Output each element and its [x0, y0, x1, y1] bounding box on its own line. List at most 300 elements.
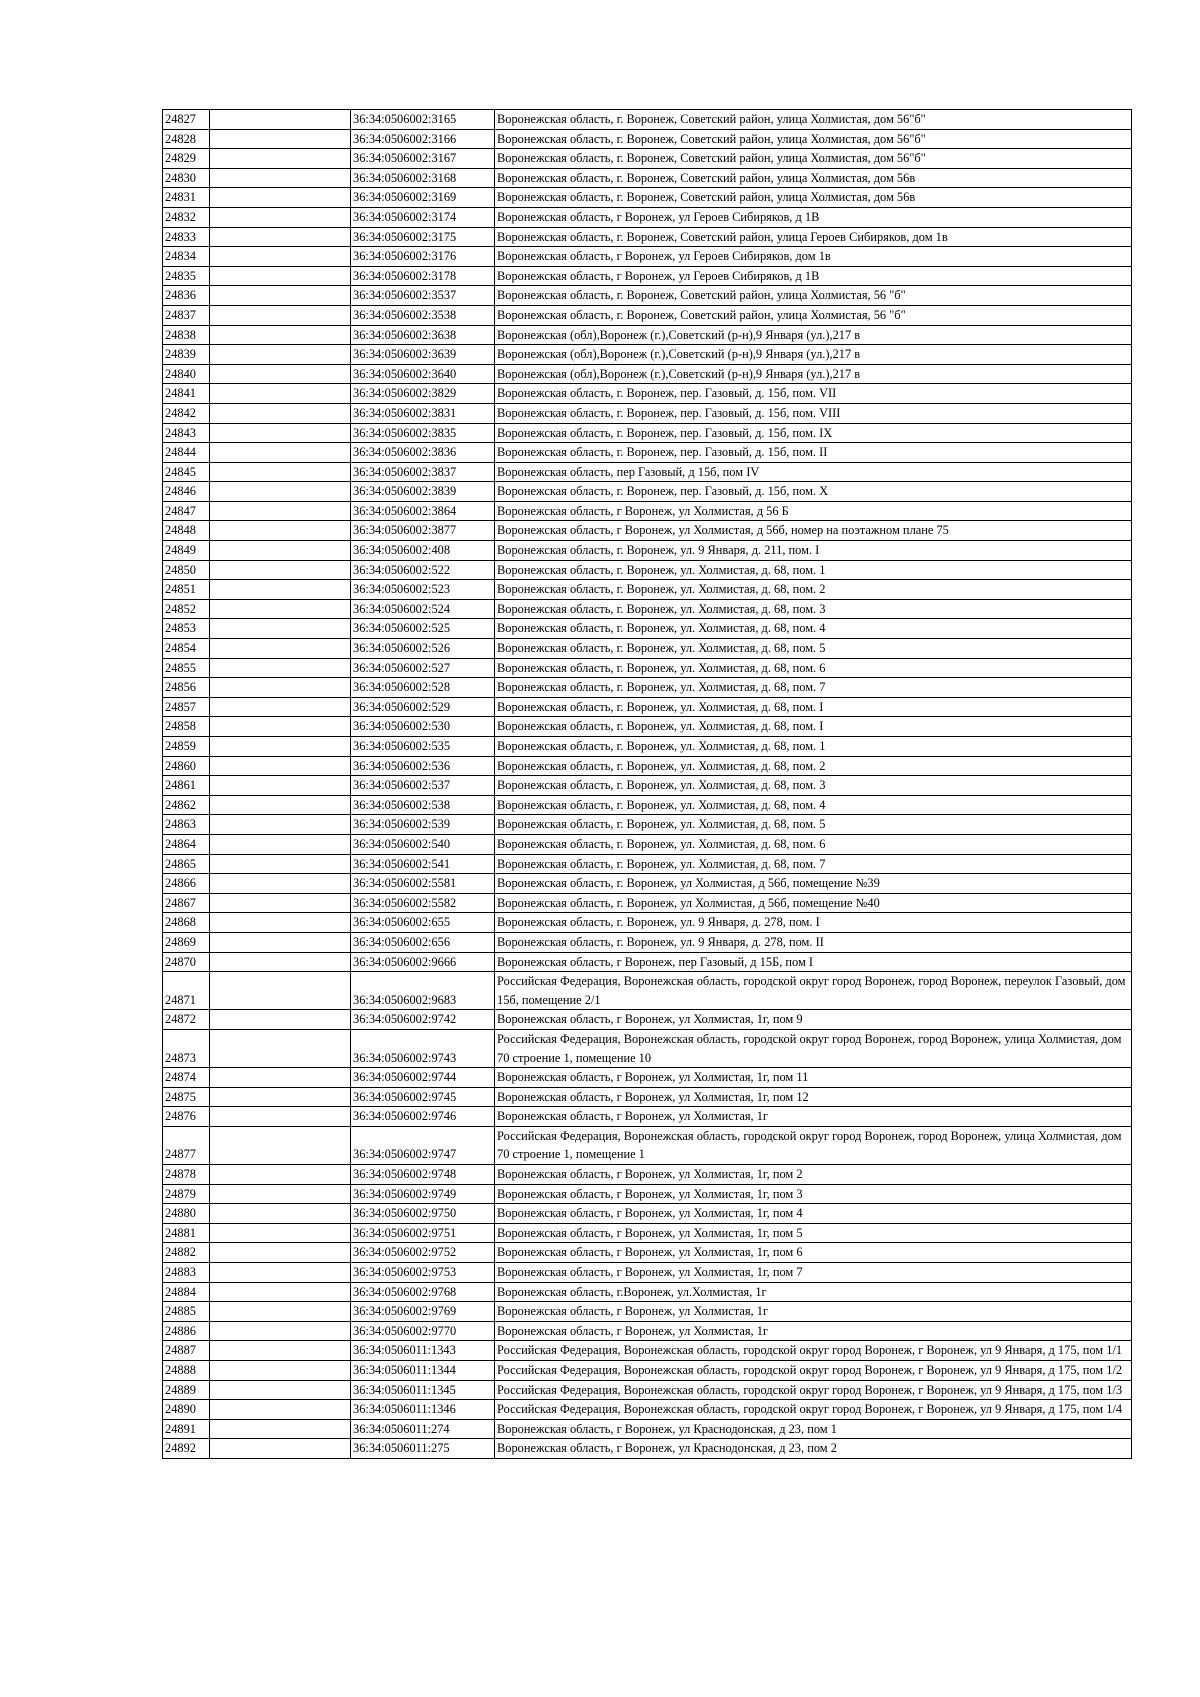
address-cell: Воронежская область, г. Воронеж, ул Холмистая, д 56б, помещение №39	[495, 874, 1132, 894]
address-cell: Воронежская область, г Воронеж, ул Краснодонская, д 23, пом 2	[495, 1439, 1132, 1459]
table-row	[163, 1204, 1132, 1224]
cadastral-number-cell: 36:34:0506002:528	[351, 678, 495, 698]
address-cell: Воронежская область, г. Воронеж, Советский район, улица Холмистая, дом 56"б"	[495, 129, 1132, 149]
table-row	[163, 345, 1132, 365]
row-number-cell: 24857	[163, 697, 210, 717]
row-number-cell: 24832	[163, 207, 210, 227]
table-row	[163, 384, 1132, 404]
table-row	[163, 756, 1132, 776]
empty-cell	[210, 854, 351, 874]
table-row	[163, 972, 1132, 1010]
cadastral-number-cell: 36:34:0506002:539	[351, 815, 495, 835]
address-cell: Воронежская область, г. Воронеж, пер. Газовый, д. 15б, пом. VII	[495, 384, 1132, 404]
address-cell: Воронежская область, г Воронеж, ул Холмистая, 1г, пом 9	[495, 1010, 1132, 1030]
table-row	[163, 305, 1132, 325]
row-number-cell: 24827	[163, 110, 210, 130]
table-row	[163, 913, 1132, 933]
row-number-cell: 24858	[163, 717, 210, 737]
address-cell: Воронежская область, г Воронеж, ул Героев Сибиряков, дом 1в	[495, 247, 1132, 267]
table-row	[163, 227, 1132, 247]
cadastral-number-cell: 36:34:0506011:1343	[351, 1341, 495, 1361]
address-cell: Воронежская область, г Воронеж, ул Холмистая, 1г	[495, 1302, 1132, 1322]
row-number-cell: 24885	[163, 1302, 210, 1322]
empty-cell	[210, 462, 351, 482]
table-row	[163, 168, 1132, 188]
row-number-cell: 24854	[163, 639, 210, 659]
empty-cell	[210, 364, 351, 384]
cadastral-number-cell: 36:34:0506002:3829	[351, 384, 495, 404]
row-number-cell: 24878	[163, 1165, 210, 1185]
address-cell: Воронежская область, г Воронеж, ул Холмистая, д 56 Б	[495, 501, 1132, 521]
empty-cell	[210, 521, 351, 541]
table-row	[163, 1010, 1132, 1030]
address-cell: Воронежская область, г Воронеж, ул Холмистая, д 56б, номер на поэтажном плане 75	[495, 521, 1132, 541]
cadastral-number-cell: 36:34:0506011:1346	[351, 1400, 495, 1420]
cadastral-number-cell: 36:34:0506002:656	[351, 932, 495, 952]
table-row	[163, 1419, 1132, 1439]
table-row	[163, 129, 1132, 149]
address-cell: Воронежская область, г. Воронеж, ул. Холмистая, д. 68, пом. 7	[495, 678, 1132, 698]
table-row	[163, 815, 1132, 835]
table-row	[163, 403, 1132, 423]
table-row	[163, 697, 1132, 717]
empty-cell	[210, 501, 351, 521]
row-number-cell: 24828	[163, 129, 210, 149]
address-cell: Воронежская область, г. Воронеж, Советский район, улица Холмистая, 56 "б"	[495, 305, 1132, 325]
row-number-cell: 24837	[163, 305, 210, 325]
cadastral-number-cell: 36:34:0506002:5581	[351, 874, 495, 894]
address-cell: Воронежская область, г. Воронеж, пер. Газовый, д. 15б, пом. X	[495, 482, 1132, 502]
cadastral-number-cell: 36:34:0506011:1345	[351, 1380, 495, 1400]
row-number-cell: 24856	[163, 678, 210, 698]
row-number-cell: 24852	[163, 599, 210, 619]
address-cell: Воронежская область, г. Воронеж, пер. Газовый, д. 15б, пом. IX	[495, 423, 1132, 443]
cadastral-number-cell: 36:34:0506002:530	[351, 717, 495, 737]
address-cell: Воронежская область, г. Воронеж, Советский район, улица Холмистая, дом 56в	[495, 188, 1132, 208]
table-row	[163, 580, 1132, 600]
cadastral-number-cell: 36:34:0506002:3538	[351, 305, 495, 325]
empty-cell	[210, 1223, 351, 1243]
empty-cell	[210, 345, 351, 365]
empty-cell	[210, 305, 351, 325]
row-number-cell: 24876	[163, 1107, 210, 1127]
address-cell: Воронежская область, г Воронеж, ул Холмистая, 1г, пом 2	[495, 1165, 1132, 1185]
empty-cell	[210, 639, 351, 659]
address-cell: Воронежская область, г. Воронеж, ул. Холмистая, д. 68, пом. 6	[495, 658, 1132, 678]
row-number-cell: 24866	[163, 874, 210, 894]
address-cell: Воронежская область, г. Воронеж, Советский район, улица Героев Сибиряков, дом 1в	[495, 227, 1132, 247]
empty-cell	[210, 1341, 351, 1361]
empty-cell	[210, 972, 351, 1010]
empty-cell	[210, 482, 351, 502]
row-number-cell: 24834	[163, 247, 210, 267]
row-number-cell: 24850	[163, 560, 210, 580]
table-row	[163, 423, 1132, 443]
address-cell: Воронежская область, г. Воронеж, Советский район, улица Холмистая, дом 56"б"	[495, 110, 1132, 130]
empty-cell	[210, 913, 351, 933]
address-cell: Воронежская область, г. Воронеж, ул. 9 Января, д. 278, пом. II	[495, 932, 1132, 952]
table-row	[163, 1439, 1132, 1459]
row-number-cell: 24839	[163, 345, 210, 365]
row-number-cell: 24870	[163, 952, 210, 972]
cadastral-number-cell: 36:34:0506002:9750	[351, 1204, 495, 1224]
empty-cell	[210, 815, 351, 835]
cadastral-number-cell: 36:34:0506002:9746	[351, 1107, 495, 1127]
table-row	[163, 1126, 1132, 1164]
table-row	[163, 1184, 1132, 1204]
cadastral-number-cell: 36:34:0506002:3836	[351, 443, 495, 463]
address-cell: Воронежская (обл),Воронеж (г.),Советский (р-н),9 Января (ул.),217 в	[495, 325, 1132, 345]
cadastral-number-cell: 36:34:0506002:3169	[351, 188, 495, 208]
table-row	[163, 1107, 1132, 1127]
registry-table-body	[163, 110, 1132, 1459]
cadastral-number-cell: 36:34:0506002:9742	[351, 1010, 495, 1030]
cadastral-number-cell: 36:34:0506002:3165	[351, 110, 495, 130]
table-row	[163, 776, 1132, 796]
empty-cell	[210, 1068, 351, 1088]
empty-cell	[210, 952, 351, 972]
row-number-cell: 24867	[163, 893, 210, 913]
row-number-cell: 24891	[163, 1419, 210, 1439]
address-cell: Воронежская область, г. Воронеж, ул. Холмистая, д. 68, пом. 1	[495, 560, 1132, 580]
row-number-cell: 24886	[163, 1321, 210, 1341]
table-row	[163, 1341, 1132, 1361]
row-number-cell: 24838	[163, 325, 210, 345]
table-row	[163, 364, 1132, 384]
empty-cell	[210, 1204, 351, 1224]
table-row	[163, 717, 1132, 737]
table-row	[163, 521, 1132, 541]
table-row	[163, 149, 1132, 169]
row-number-cell: 24883	[163, 1263, 210, 1283]
cadastral-number-cell: 36:34:0506011:1344	[351, 1361, 495, 1381]
empty-cell	[210, 188, 351, 208]
table-row	[163, 286, 1132, 306]
table-row	[163, 834, 1132, 854]
address-cell: Воронежская область, г Воронеж, ул Героев Сибиряков, д 1В	[495, 207, 1132, 227]
table-row	[163, 1243, 1132, 1263]
row-number-cell: 24853	[163, 619, 210, 639]
cadastral-number-cell: 36:34:0506002:9768	[351, 1282, 495, 1302]
row-number-cell: 24848	[163, 521, 210, 541]
address-cell: Воронежская область, г Воронеж, ул Холмистая, 1г, пом 5	[495, 1223, 1132, 1243]
cadastral-number-cell: 36:34:0506002:9743	[351, 1029, 495, 1067]
empty-cell	[210, 1439, 351, 1459]
table-row	[163, 1068, 1132, 1088]
cadastral-number-cell: 36:34:0506002:9666	[351, 952, 495, 972]
empty-cell	[210, 874, 351, 894]
cadastral-number-cell: 36:34:0506002:3167	[351, 149, 495, 169]
table-row	[163, 501, 1132, 521]
row-number-cell: 24864	[163, 834, 210, 854]
address-cell: Воронежская область, г Воронеж, ул Холмистая, 1г, пом 3	[495, 1184, 1132, 1204]
address-cell: Воронежская область, г. Воронеж, ул. Холмистая, д. 68, пом. 1	[495, 737, 1132, 757]
address-cell: Воронежская область, г. Воронеж, пер. Газовый, д. 15б, пом. VIII	[495, 403, 1132, 423]
table-row	[163, 678, 1132, 698]
cadastral-number-cell: 36:34:0506002:3831	[351, 403, 495, 423]
row-number-cell: 24877	[163, 1126, 210, 1164]
row-number-cell: 24872	[163, 1010, 210, 1030]
empty-cell	[210, 737, 351, 757]
address-cell: Воронежская область, г. Воронеж, ул Холмистая, д 56б, помещение №40	[495, 893, 1132, 913]
table-row	[163, 1380, 1132, 1400]
table-row	[163, 188, 1132, 208]
table-row	[163, 1087, 1132, 1107]
address-cell: Воронежская область, г Воронеж, пер Газовый, д 15Б, пом I	[495, 952, 1132, 972]
empty-cell	[210, 1419, 351, 1439]
table-row	[163, 639, 1132, 659]
table-row	[163, 541, 1132, 561]
row-number-cell: 24865	[163, 854, 210, 874]
empty-cell	[210, 266, 351, 286]
address-cell: Российская Федерация, Воронежская область, городской округ город Воронеж, город Воронеж, улица Холмистая, дом 70 строение 1, помещение 1	[495, 1126, 1132, 1164]
cadastral-number-cell: 36:34:0506002:9751	[351, 1223, 495, 1243]
empty-cell	[210, 658, 351, 678]
cadastral-number-cell: 36:34:0506002:3166	[351, 129, 495, 149]
empty-cell	[210, 580, 351, 600]
empty-cell	[210, 384, 351, 404]
address-cell: Воронежская (обл),Воронеж (г.),Советский (р-н),9 Января (ул.),217 в	[495, 345, 1132, 365]
empty-cell	[210, 893, 351, 913]
row-number-cell: 24840	[163, 364, 210, 384]
address-cell: Воронежская область, г. Воронеж, ул. Холмистая, д. 68, пом. I	[495, 717, 1132, 737]
row-number-cell: 24881	[163, 1223, 210, 1243]
row-number-cell: 24873	[163, 1029, 210, 1067]
row-number-cell: 24890	[163, 1400, 210, 1420]
cadastral-number-cell: 36:34:0506002:540	[351, 834, 495, 854]
address-cell: Воронежская область, г. Воронеж, Советский район, улица Холмистая, 56 "б"	[495, 286, 1132, 306]
empty-cell	[210, 247, 351, 267]
cadastral-number-cell: 36:34:0506002:9683	[351, 972, 495, 1010]
address-cell: Воронежская область, г. Воронеж, ул. Холмистая, д. 68, пом. 2	[495, 580, 1132, 600]
cadastral-number-cell: 36:34:0506002:3537	[351, 286, 495, 306]
cadastral-number-cell: 36:34:0506002:536	[351, 756, 495, 776]
row-number-cell: 24860	[163, 756, 210, 776]
address-cell: Воронежская область, г.Воронеж, ул.Холмистая, 1г	[495, 1282, 1132, 1302]
address-cell: Воронежская область, г. Воронеж, ул. Холмистая, д. 68, пом. 2	[495, 756, 1132, 776]
cadastral-number-cell: 36:34:0506002:3640	[351, 364, 495, 384]
cadastral-number-cell: 36:34:0506011:274	[351, 1419, 495, 1439]
empty-cell	[210, 560, 351, 580]
empty-cell	[210, 1107, 351, 1127]
address-cell: Воронежская область, г. Воронеж, Советский район, улица Холмистая, дом 56"б"	[495, 149, 1132, 169]
row-number-cell: 24829	[163, 149, 210, 169]
cadastral-number-cell: 36:34:0506002:3168	[351, 168, 495, 188]
address-cell: Воронежская область, г. Воронеж, ул. Холмистая, д. 68, пом. 6	[495, 834, 1132, 854]
address-cell: Воронежская область, г Воронеж, ул Холмистая, 1г, пом 4	[495, 1204, 1132, 1224]
cadastral-number-cell: 36:34:0506002:525	[351, 619, 495, 639]
empty-cell	[210, 403, 351, 423]
cadastral-number-cell: 36:34:0506002:524	[351, 599, 495, 619]
empty-cell	[210, 286, 351, 306]
empty-cell	[210, 227, 351, 247]
empty-cell	[210, 795, 351, 815]
row-number-cell: 24863	[163, 815, 210, 835]
address-cell: Воронежская область, г. Воронеж, ул. Холмистая, д. 68, пом. 3	[495, 776, 1132, 796]
table-row	[163, 854, 1132, 874]
empty-cell	[210, 1243, 351, 1263]
empty-cell	[210, 1361, 351, 1381]
cadastral-number-cell: 36:34:0506002:5582	[351, 893, 495, 913]
table-row	[163, 932, 1132, 952]
row-number-cell: 24859	[163, 737, 210, 757]
address-cell: Российская Федерация, Воронежская область, городской округ город Воронеж, г Воронеж, ул 9 Января, д 175, пом 1/2	[495, 1361, 1132, 1381]
cadastral-number-cell: 36:34:0506002:9753	[351, 1263, 495, 1283]
table-row	[163, 1223, 1132, 1243]
address-cell: Воронежская область, г Воронеж, ул Холмистая, 1г, пом 6	[495, 1243, 1132, 1263]
empty-cell	[210, 619, 351, 639]
empty-cell	[210, 207, 351, 227]
address-cell: Воронежская область, г. Воронеж, ул. Холмистая, д. 68, пом. I	[495, 697, 1132, 717]
table-row	[163, 599, 1132, 619]
table-row	[163, 325, 1132, 345]
table-row	[163, 266, 1132, 286]
address-cell: Воронежская область, пер Газовый, д 15б, пом IV	[495, 462, 1132, 482]
row-number-cell: 24879	[163, 1184, 210, 1204]
cadastral-number-cell: 36:34:0506002:538	[351, 795, 495, 815]
address-cell: Воронежская область, г. Воронеж, ул. 9 Января, д. 211, пом. I	[495, 541, 1132, 561]
empty-cell	[210, 1282, 351, 1302]
cadastral-number-cell: 36:34:0506002:9770	[351, 1321, 495, 1341]
cadastral-number-cell: 36:34:0506002:9749	[351, 1184, 495, 1204]
cadastral-number-cell: 36:34:0506002:523	[351, 580, 495, 600]
table-row	[163, 110, 1132, 130]
cadastral-number-cell: 36:34:0506011:275	[351, 1439, 495, 1459]
address-cell: Воронежская область, г. Воронеж, ул. 9 Января, д. 278, пом. I	[495, 913, 1132, 933]
cadastral-number-cell: 36:34:0506002:9769	[351, 1302, 495, 1322]
row-number-cell: 24835	[163, 266, 210, 286]
table-row	[163, 1321, 1132, 1341]
empty-cell	[210, 129, 351, 149]
address-cell: Воронежская область, г. Воронеж, ул. Холмистая, д. 68, пом. 7	[495, 854, 1132, 874]
cadastral-number-cell: 36:34:0506002:529	[351, 697, 495, 717]
row-number-cell: 24846	[163, 482, 210, 502]
table-row	[163, 207, 1132, 227]
empty-cell	[210, 1380, 351, 1400]
row-number-cell: 24882	[163, 1243, 210, 1263]
cadastral-number-cell: 36:34:0506002:9744	[351, 1068, 495, 1088]
cadastral-number-cell: 36:34:0506002:408	[351, 541, 495, 561]
cadastral-number-cell: 36:34:0506002:3837	[351, 462, 495, 482]
cadastral-number-cell: 36:34:0506002:3638	[351, 325, 495, 345]
row-number-cell: 24831	[163, 188, 210, 208]
row-number-cell: 24851	[163, 580, 210, 600]
address-cell: Воронежская область, г Воронеж, ул Героев Сибиряков, д 1В	[495, 266, 1132, 286]
cadastral-number-cell: 36:34:0506002:3877	[351, 521, 495, 541]
cadastral-number-cell: 36:34:0506002:535	[351, 737, 495, 757]
row-number-cell: 24842	[163, 403, 210, 423]
address-cell: Воронежская область, г Воронеж, ул Холмистая, 1г	[495, 1321, 1132, 1341]
cadastral-number-cell: 36:34:0506002:3835	[351, 423, 495, 443]
cadastral-number-cell: 36:34:0506002:3864	[351, 501, 495, 521]
table-row	[163, 1400, 1132, 1420]
table-row	[163, 893, 1132, 913]
address-cell: Российская Федерация, Воронежская область, городской округ город Воронеж, г Воронеж, ул 9 Января, д 175, пом 1/4	[495, 1400, 1132, 1420]
empty-cell	[210, 697, 351, 717]
address-cell: Российская Федерация, Воронежская область, городской округ город Воронеж, город Воронеж, улица Холмистая, дом 70 строение 1, помещение 10	[495, 1029, 1132, 1067]
address-cell: Воронежская область, г. Воронеж, пер. Газовый, д. 15б, пом. II	[495, 443, 1132, 463]
empty-cell	[210, 1263, 351, 1283]
address-cell: Воронежская область, г. Воронеж, ул. Холмистая, д. 68, пом. 4	[495, 619, 1132, 639]
cadastral-number-cell: 36:34:0506002:541	[351, 854, 495, 874]
row-number-cell: 24887	[163, 1341, 210, 1361]
table-row	[163, 619, 1132, 639]
empty-cell	[210, 932, 351, 952]
cadastral-number-cell: 36:34:0506002:527	[351, 658, 495, 678]
empty-cell	[210, 1400, 351, 1420]
empty-cell	[210, 1029, 351, 1067]
cadastral-number-cell: 36:34:0506002:3178	[351, 266, 495, 286]
address-cell: Воронежская область, г. Воронеж, ул. Холмистая, д. 68, пом. 3	[495, 599, 1132, 619]
empty-cell	[210, 756, 351, 776]
empty-cell	[210, 325, 351, 345]
cadastral-number-cell: 36:34:0506002:655	[351, 913, 495, 933]
row-number-cell: 24892	[163, 1439, 210, 1459]
cadastral-number-cell: 36:34:0506002:3176	[351, 247, 495, 267]
empty-cell	[210, 423, 351, 443]
empty-cell	[210, 149, 351, 169]
address-cell: Воронежская область, г Воронеж, ул Холмистая, 1г, пом 7	[495, 1263, 1132, 1283]
empty-cell	[210, 678, 351, 698]
cadastral-number-cell: 36:34:0506002:522	[351, 560, 495, 580]
address-cell: Российская Федерация, Воронежская область, городской округ город Воронеж, город Воронеж, переулок Газовый, дом 15б, помещение 2/1	[495, 972, 1132, 1010]
table-row	[163, 1263, 1132, 1283]
cadastral-number-cell: 36:34:0506002:9752	[351, 1243, 495, 1263]
empty-cell	[210, 717, 351, 737]
table-row	[163, 658, 1132, 678]
address-cell: Российская Федерация, Воронежская область, городской округ город Воронеж, г Воронеж, ул 9 Января, д 175, пом 1/1	[495, 1341, 1132, 1361]
empty-cell	[210, 443, 351, 463]
row-number-cell: 24871	[163, 972, 210, 1010]
empty-cell	[210, 1165, 351, 1185]
table-row	[163, 462, 1132, 482]
row-number-cell: 24830	[163, 168, 210, 188]
row-number-cell: 24868	[163, 913, 210, 933]
table-row	[163, 737, 1132, 757]
table-row	[163, 1361, 1132, 1381]
address-cell: Воронежская (обл),Воронеж (г.),Советский (р-н),9 Января (ул.),217 в	[495, 364, 1132, 384]
row-number-cell: 24833	[163, 227, 210, 247]
table-row	[163, 1302, 1132, 1322]
address-cell: Воронежская область, г. Воронеж, ул. Холмистая, д. 68, пом. 4	[495, 795, 1132, 815]
row-number-cell: 24845	[163, 462, 210, 482]
cadastral-number-cell: 36:34:0506002:9747	[351, 1126, 495, 1164]
cadastral-number-cell: 36:34:0506002:3839	[351, 482, 495, 502]
address-cell: Воронежская область, г Воронеж, ул Холмистая, 1г, пом 11	[495, 1068, 1132, 1088]
row-number-cell: 24875	[163, 1087, 210, 1107]
table-row	[163, 1029, 1132, 1067]
address-cell: Воронежская область, г Воронеж, ул Краснодонская, д 23, пом 1	[495, 1419, 1132, 1439]
empty-cell	[210, 1010, 351, 1030]
empty-cell	[210, 1321, 351, 1341]
empty-cell	[210, 1087, 351, 1107]
row-number-cell: 24889	[163, 1380, 210, 1400]
address-cell: Российская Федерация, Воронежская область, городской округ город Воронеж, г Воронеж, ул 9 Января, д 175, пом 1/3	[495, 1380, 1132, 1400]
cadastral-number-cell: 36:34:0506002:3175	[351, 227, 495, 247]
registry-table	[162, 109, 1132, 1459]
row-number-cell: 24888	[163, 1361, 210, 1381]
empty-cell	[210, 541, 351, 561]
table-row	[163, 482, 1132, 502]
row-number-cell: 24862	[163, 795, 210, 815]
address-cell: Воронежская область, г Воронеж, ул Холмистая, 1г, пом 12	[495, 1087, 1132, 1107]
empty-cell	[210, 1302, 351, 1322]
empty-cell	[210, 168, 351, 188]
row-number-cell: 24874	[163, 1068, 210, 1088]
table-row	[163, 247, 1132, 267]
table-row	[163, 874, 1132, 894]
row-number-cell: 24841	[163, 384, 210, 404]
